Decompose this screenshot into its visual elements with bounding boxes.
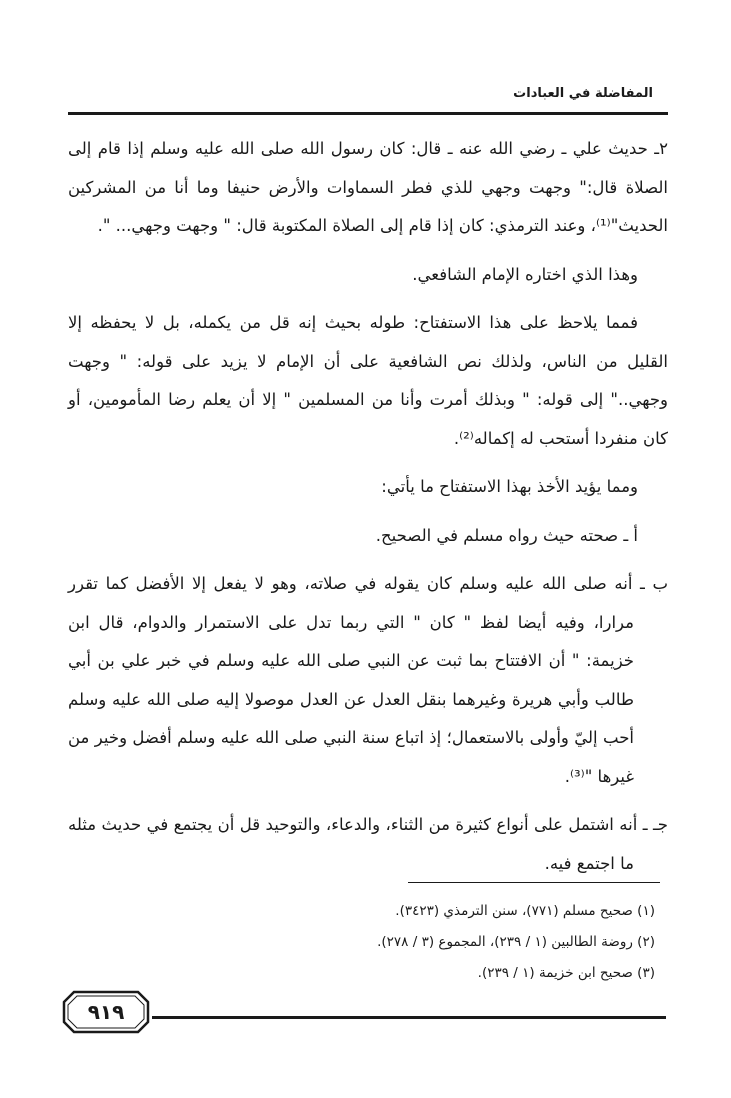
list-item-b: ب ـ أنه صلى الله عليه وسلم كان يقوله في صلاته، وهو لا يفعل إلا الأفضل كما تقرر مرارا، وفيه أيضا لفظ " كان " التي ربما تدل على الاستمرار والدوام، قال ابن خزيمة: " أن الافتتاح بما ثبت عن النبي صلى الله عليه وسلم في خبر علي بن أبي طالب وأبي هريرة وغيرهما بنقل العدل عن العدل موصولا إليه صلى الله عليه وسلم أحب إليّ وأولى بالاستعمال؛ إذ اتباع سنة النبي صلى الله عليه وسلم أفضل وخير من غيرها "⁽³⁾. xyxy=(68,574,668,786)
footnote-separator xyxy=(408,882,660,883)
footnote-3: (٣) صحيح ابن خزيمة (١ / ٢٣٩). xyxy=(477,965,655,981)
list-item-c: جـ ـ أنه اشتمل على أنواع كثيرة من الثناء، والدعاء، والتوحيد قل أن يجتمع في حديث مثله ما اجتمع فيه. xyxy=(68,815,668,873)
footnote-2: (٢) روضة الطالبين (١ / ٢٣٩)، المجموع (٣ / ٢٧٨). xyxy=(377,934,655,950)
footnotes xyxy=(95,896,655,989)
running-header-title: المفاضلة في العبادات xyxy=(513,86,653,101)
main-text xyxy=(68,130,668,883)
paragraph-support-intro: ومما يؤيد الأخذ بهذا الاستفتاح ما يأتي: xyxy=(381,477,638,496)
list-item-a: أ ـ صحته حيث رواه مسلم في الصحيح. xyxy=(375,525,638,545)
paragraph-hadith-ali: ٢ـ حديث علي ـ رضي الله عنه ـ قال: كان رسول الله صلى الله عليه وسلم إذا قام إلى الصلاة قال:" وجهت وجهي للذي فطر السماوات والأرض حنيفا وما أنا من المشركين الحديث"⁽¹⁾، وعند الترمذي: كان إذا قام إلى الصلاة المكتوبة قال: " وجهت وجهي... ". xyxy=(68,139,668,235)
paragraph-shafii-choice: وهذا الذي اختاره الإمام الشافعي. xyxy=(412,264,638,284)
page-number: ٩١٩ xyxy=(87,1000,125,1024)
footer-rule xyxy=(152,1016,666,1019)
footnote-1: (١) صحيح مسلم (٧٧١)، سنن الترمذي (٣٤٢٣). xyxy=(395,903,655,919)
page-number-badge xyxy=(60,988,152,1036)
paragraph-observation: فمما يلاحظ على هذا الاستفتاح: طوله بحيث إنه قل من يكمله، بل لا يحفظه إلا القليل من الناس، ولذلك نص الشافعية على أن الإمام لا يزيد على قوله: " وجهت وجهي.." إلى قوله: " وبذلك أمرت وأنا من المسلمين " إلا أن يعلم رضا المأمومين، أو كان منفردا أستحب له إكماله⁽²⁾. xyxy=(68,313,668,448)
header-rule xyxy=(68,112,668,115)
